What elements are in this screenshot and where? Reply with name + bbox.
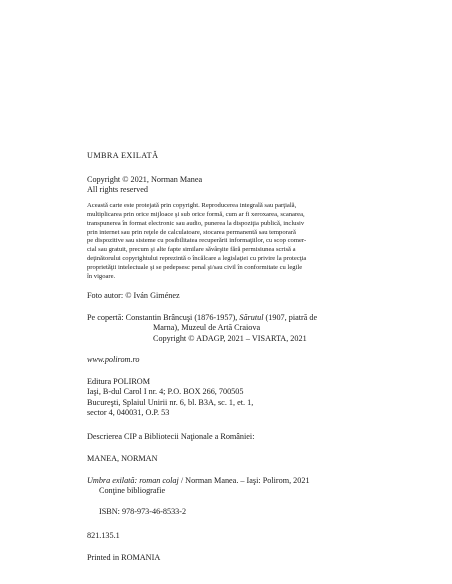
cip-title-line: [87, 476, 369, 486]
cover-credit-line: [87, 313, 369, 323]
photo-credit: Foto autor: © Iván Giménez: [87, 291, 180, 300]
cover-work-detail: (1907, piatră de: [265, 313, 318, 322]
legal-notice: [87, 202, 369, 282]
publisher-address-line: sector 4, 040031, O.P. 53: [87, 408, 170, 418]
copyright-block: [87, 175, 369, 196]
legal-notice-line: Această carte este protejată prin copyright. Reproducerea integrală sau parţială,: [87, 202, 297, 209]
copyright-line: Copyright © 2021, Norman Manea: [87, 175, 203, 184]
cover-artist: Constantin Brâncuşi (1876-1957),: [125, 313, 238, 322]
legal-notice-line: transpunerea în format electronic sau audio, punerea la dispoziţia publică, inclusiv: [87, 219, 305, 227]
cip-book-title: Umbra exilată: roman colaj: [87, 476, 179, 485]
cip-record: [87, 476, 369, 497]
cip-contains: Conţine bibliografie: [99, 486, 166, 496]
classification: 821.135.1: [87, 531, 120, 540]
website-text: www.polirom.ro: [87, 355, 140, 364]
publisher-address-line: Iaşi, B-dul Carol I nr. 4; P.O. BOX 266, 700505: [87, 387, 244, 397]
legal-notice-line: în vigoare.: [87, 272, 116, 280]
cip-heading: Descrierea CIP a Bibliotecii Naţionale a României:: [87, 432, 255, 441]
cover-credit-line: Marna), Muzeul de Artă Craiova: [153, 323, 261, 333]
cover-label: Pe copertă:: [87, 313, 124, 322]
cip-publication: / Norman Manea. – Iaşi: Polirom, 2021: [178, 476, 310, 485]
book-title-line: UMBRA EXILATĂ: [87, 151, 159, 160]
cover-work-title: Sărutul: [239, 313, 264, 322]
legal-notice-line: proprietăţii intelectuale şi se pedepsesc penal şi/sau civil în conformitate cu legile: [87, 263, 303, 271]
legal-notice-line: cial sau gratuit, precum şi alte fapte similare săvârşite fără permisiunea scrisă a: [87, 246, 296, 254]
legal-notice-line: deţinătorului copyrightului reprezintă o încălcare a legislaţiei cu privire la protecţia: [87, 255, 307, 263]
printed-in: Printed in ROMANIA: [87, 553, 161, 562]
website-link[interactable]: [87, 355, 139, 365]
legal-notice-line: pe dispozitive sau sisteme cu posibilitatea recuperării informaţiilor, cu scop comer-: [87, 237, 307, 245]
publisher-address-line: Bucureşti, Splaiul Unirii nr. 6, bl. B3A, sc. 1, et. 1,: [87, 397, 254, 407]
legal-notice-line: prin internet sau prin reţele de calculatoare, stocarea permanentă sau temporară: [87, 228, 296, 236]
rights-line: All rights reserved: [87, 185, 148, 195]
cip-author: MANEA, NORMAN: [87, 454, 158, 463]
legal-notice-line: multiplicarea prin orice mijloace şi sub orice formă, cum ar fi xeroxarea, scanarea,: [87, 210, 305, 218]
publisher-block: [87, 377, 369, 419]
cover-copyright-line: Copyright © ADAGP, 2021 – VISARTA, 2021: [153, 333, 307, 343]
cover-credit: [87, 313, 369, 344]
publisher-name: Editura POLIROM: [87, 377, 150, 386]
isbn: ISBN: 978-973-46-8533-2: [99, 507, 187, 516]
